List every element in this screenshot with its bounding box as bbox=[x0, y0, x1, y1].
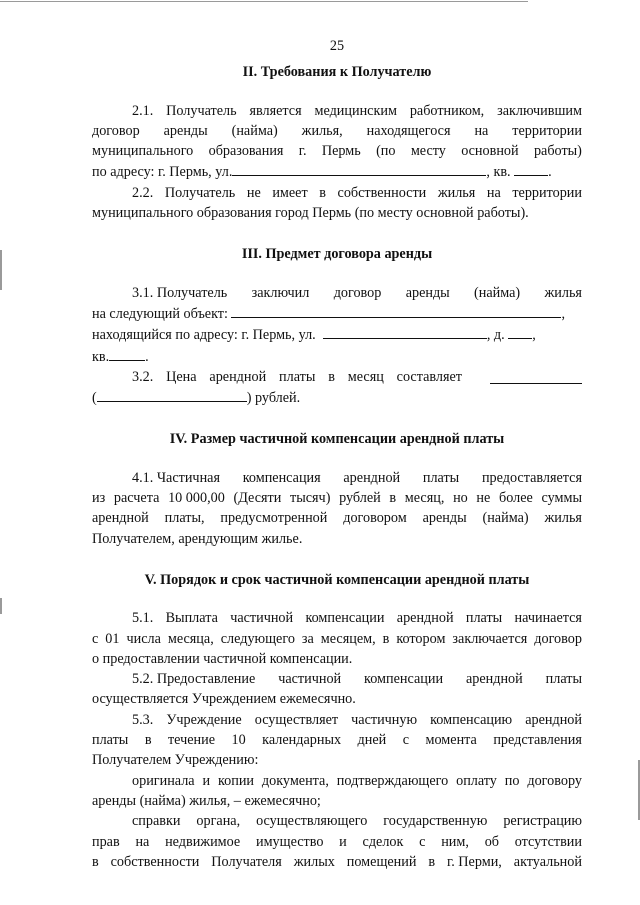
word: 5.2. Предоставление bbox=[132, 671, 256, 688]
word: по bbox=[504, 772, 520, 789]
word: рублей bbox=[339, 490, 381, 507]
word: арендной bbox=[465, 671, 523, 688]
word: расчета bbox=[113, 490, 160, 507]
word: аренды bbox=[422, 510, 467, 527]
text-line bbox=[92, 161, 582, 182]
word: начинается bbox=[514, 610, 582, 627]
text-line bbox=[92, 811, 582, 831]
word: недвижимое bbox=[165, 833, 241, 850]
word: арендной bbox=[92, 510, 149, 527]
word: месяца, bbox=[167, 630, 214, 647]
word: с bbox=[419, 833, 426, 850]
word: 2.2. bbox=[132, 184, 154, 201]
text-line: муниципального образования город Пермь (по месту основной работы). bbox=[92, 205, 529, 222]
address-label: находящийся по адресу: г. Пермь, ул. bbox=[92, 327, 316, 344]
scan-top-edge bbox=[0, 1, 528, 2]
word: в bbox=[382, 630, 390, 647]
text-line: осуществляется Учреждением ежемесячно. bbox=[92, 691, 356, 708]
word: 3.2. bbox=[132, 368, 154, 385]
word: в bbox=[389, 490, 397, 507]
word: но bbox=[453, 490, 468, 507]
word: жилья bbox=[544, 510, 582, 527]
period: . bbox=[548, 164, 552, 181]
text-line bbox=[92, 141, 582, 161]
word: прав bbox=[92, 833, 120, 850]
word: жилых bbox=[293, 853, 335, 870]
word: работником, bbox=[409, 102, 485, 119]
paragraph-3-1 bbox=[92, 283, 582, 367]
comma: , bbox=[561, 305, 566, 322]
word: 10 000,00 bbox=[168, 490, 225, 507]
paragraph-4-1 bbox=[92, 468, 582, 549]
text-line bbox=[92, 121, 582, 141]
word: суммы bbox=[541, 490, 582, 507]
word: медицинским bbox=[314, 102, 397, 119]
word: в bbox=[328, 368, 335, 385]
page-number: 25 bbox=[329, 38, 345, 54]
word: имущество bbox=[255, 833, 324, 850]
document-page bbox=[92, 36, 582, 872]
paragraph-5-3-item-2 bbox=[92, 811, 582, 872]
apartment-blank bbox=[109, 346, 145, 361]
word: копии bbox=[217, 772, 255, 789]
word: 10 bbox=[231, 732, 246, 749]
word: представления bbox=[493, 732, 582, 749]
text-line bbox=[92, 629, 582, 649]
word: договору bbox=[527, 772, 582, 789]
word: в bbox=[319, 184, 326, 201]
word: на bbox=[486, 184, 501, 201]
word: территории bbox=[512, 122, 582, 139]
word: Цена bbox=[166, 368, 197, 385]
word: сделок bbox=[362, 833, 404, 850]
text-line bbox=[92, 303, 582, 324]
word: частичной bbox=[230, 610, 294, 627]
word: котором bbox=[396, 630, 446, 647]
word: имеет bbox=[272, 184, 308, 201]
word: течение bbox=[167, 732, 216, 749]
word: компенсации bbox=[305, 610, 385, 627]
word: на bbox=[135, 833, 150, 850]
word: не bbox=[476, 490, 491, 507]
street-blank bbox=[232, 161, 486, 176]
word: 01 bbox=[105, 630, 120, 647]
rent-sentence bbox=[132, 367, 462, 387]
word: платы bbox=[92, 732, 129, 749]
paragraph-5-3-item-1 bbox=[92, 771, 582, 812]
rubles-label: ) рублей. bbox=[246, 390, 301, 407]
word: предусмотренной bbox=[220, 510, 328, 527]
word: Получатель bbox=[166, 102, 237, 119]
word: платы bbox=[465, 610, 503, 627]
word: договор bbox=[333, 284, 382, 301]
word: оригинала bbox=[132, 772, 195, 789]
word: образования bbox=[208, 143, 284, 160]
word: предоставляется bbox=[481, 469, 582, 486]
word: частичной bbox=[278, 671, 342, 688]
word: платы bbox=[422, 469, 460, 486]
text-line bbox=[92, 852, 582, 872]
word: месяцем, bbox=[320, 630, 376, 647]
word: компенсацию bbox=[430, 711, 513, 728]
section-heading-compensation-procedure: V. Порядок и срок частичной компенсации арендной платы bbox=[144, 571, 530, 588]
text-line bbox=[92, 101, 582, 121]
scan-left-edge-mark bbox=[0, 598, 2, 614]
word: аренды bbox=[163, 122, 208, 139]
word: (по bbox=[376, 143, 396, 160]
word: 5.1. bbox=[132, 610, 154, 627]
word: оплату bbox=[456, 772, 497, 789]
text-line bbox=[92, 183, 582, 203]
word: подтверждающего bbox=[336, 772, 449, 789]
word: арендной bbox=[209, 368, 267, 385]
word: осуществляющего bbox=[256, 813, 368, 830]
word: работы) bbox=[533, 143, 582, 160]
word: Выплата bbox=[165, 610, 218, 627]
word: осуществляет bbox=[254, 711, 339, 728]
word: более bbox=[498, 490, 533, 507]
word: аренды bbox=[405, 284, 450, 301]
word: договор bbox=[534, 630, 582, 647]
object-label: на следующий объект: bbox=[92, 305, 228, 322]
word: документа, bbox=[261, 772, 329, 789]
word: тысяч) bbox=[290, 490, 331, 507]
word: заключается bbox=[452, 630, 528, 647]
word: основной bbox=[461, 143, 519, 160]
rent-amount-blank bbox=[490, 369, 582, 384]
word: частичную bbox=[351, 711, 418, 728]
word: жилья, bbox=[301, 122, 343, 139]
section-heading-compensation-amount: IV. Размер частичной компенсации арендной платы bbox=[169, 431, 505, 448]
word: ним, bbox=[441, 833, 469, 850]
word: 5.3. bbox=[132, 711, 154, 728]
text-line bbox=[92, 488, 582, 508]
word: договор bbox=[92, 122, 140, 139]
section-heading-lease-subject: III. Предмет договора аренды bbox=[241, 246, 433, 263]
period: . bbox=[145, 348, 149, 365]
paragraph-5-2 bbox=[92, 669, 582, 710]
text-line: о предоставлении частичной компенсации. bbox=[92, 650, 353, 667]
text-line bbox=[92, 367, 582, 387]
text-line bbox=[92, 346, 582, 367]
word: об bbox=[484, 833, 499, 850]
word: Пермь bbox=[321, 143, 361, 160]
word: территории bbox=[512, 184, 582, 201]
word: арендной bbox=[525, 711, 582, 728]
scan-left-edge-mark bbox=[0, 250, 2, 290]
apartment-label: кв. bbox=[92, 348, 110, 365]
word: собственности bbox=[337, 184, 427, 201]
word: (найма) bbox=[482, 510, 529, 527]
word: Получатель bbox=[164, 184, 236, 201]
word: жилья bbox=[437, 184, 476, 201]
word: арендной bbox=[396, 610, 454, 627]
object-blank bbox=[231, 303, 561, 318]
paragraph-5-1 bbox=[92, 608, 582, 669]
paragraph-2-2 bbox=[92, 183, 582, 224]
apartment-blank bbox=[514, 161, 548, 176]
word: момента bbox=[425, 732, 477, 749]
word: (найма) bbox=[474, 284, 521, 301]
word: регистрацию bbox=[503, 813, 582, 830]
house-blank bbox=[508, 324, 532, 339]
section-heading-requirements: II. Требования к Получателю bbox=[242, 64, 432, 81]
word: органа, bbox=[196, 813, 241, 830]
text-line bbox=[92, 730, 582, 750]
word: находящегося bbox=[366, 122, 451, 139]
word: отсутствии bbox=[514, 833, 582, 850]
text-line bbox=[92, 832, 582, 852]
word: с bbox=[402, 732, 410, 749]
text-line bbox=[92, 771, 582, 791]
word: в bbox=[144, 732, 152, 749]
word: месяц, bbox=[404, 490, 445, 507]
text-line bbox=[92, 508, 582, 528]
address-label: по адресу: г. Пермь, ул. bbox=[92, 164, 233, 181]
comma: , bbox=[532, 327, 536, 344]
word: из bbox=[92, 490, 106, 507]
word: и bbox=[339, 833, 347, 850]
word: государственную bbox=[383, 813, 488, 830]
word: 3.1. Получатель bbox=[132, 284, 228, 301]
word: (Десяти bbox=[233, 490, 282, 507]
word: 2.1. bbox=[132, 102, 154, 119]
word: с bbox=[92, 630, 99, 647]
word: за bbox=[301, 630, 314, 647]
apartment-label: , кв. bbox=[486, 164, 511, 181]
word: в bbox=[92, 853, 99, 870]
word: платы, bbox=[164, 510, 205, 527]
word: арендной bbox=[343, 469, 401, 486]
word: компенсация bbox=[242, 469, 321, 486]
word: собственности bbox=[110, 853, 200, 870]
word: в bbox=[428, 853, 436, 870]
word: месту bbox=[410, 143, 446, 160]
word: платы bbox=[545, 671, 582, 688]
word: на bbox=[474, 122, 489, 139]
rent-in-words-blank bbox=[97, 387, 247, 402]
word: 4.1. Частичная bbox=[132, 469, 220, 486]
word: и bbox=[202, 772, 211, 789]
text-line bbox=[92, 710, 582, 730]
text-line: Получателем Учреждению: bbox=[92, 752, 259, 769]
street-blank bbox=[323, 324, 487, 339]
word: дней bbox=[357, 732, 387, 749]
text-line bbox=[92, 283, 582, 303]
word: компенсации bbox=[364, 671, 444, 688]
word: месяц bbox=[347, 368, 384, 385]
word: числа bbox=[126, 630, 161, 647]
text-line bbox=[92, 669, 582, 689]
word: актуальной bbox=[513, 853, 582, 870]
open-paren: ( bbox=[92, 390, 97, 407]
text-line bbox=[92, 324, 582, 345]
word: г. Перми, bbox=[447, 853, 502, 870]
word: жилья bbox=[544, 284, 582, 301]
word: платы bbox=[279, 368, 316, 385]
paragraph-2-1 bbox=[92, 101, 582, 183]
word: заключил bbox=[251, 284, 310, 301]
word: является bbox=[249, 102, 302, 119]
paragraph-3-2 bbox=[92, 367, 582, 409]
text-line: аренды (найма) жилья, – ежемесячно; bbox=[92, 792, 321, 809]
paragraph-5-3 bbox=[92, 710, 582, 771]
word: составляет bbox=[396, 368, 462, 385]
word: следующего bbox=[220, 630, 295, 647]
text-line bbox=[92, 468, 582, 488]
word: договором bbox=[343, 510, 407, 527]
word: Учреждение bbox=[166, 711, 242, 728]
text-line bbox=[92, 387, 582, 408]
word: Получателя bbox=[211, 853, 282, 870]
text-line bbox=[92, 608, 582, 628]
word: (найма) bbox=[231, 122, 278, 139]
word: помещений bbox=[346, 853, 417, 870]
word: заключившим bbox=[497, 102, 582, 119]
word: г. bbox=[298, 143, 307, 160]
word: муниципального bbox=[92, 143, 194, 160]
word: календарных bbox=[262, 732, 342, 749]
word: не bbox=[246, 184, 261, 201]
text-line: Получателем, арендующим жилье. bbox=[92, 530, 303, 547]
house-label: , д. bbox=[486, 327, 505, 344]
word: справки bbox=[132, 813, 181, 830]
